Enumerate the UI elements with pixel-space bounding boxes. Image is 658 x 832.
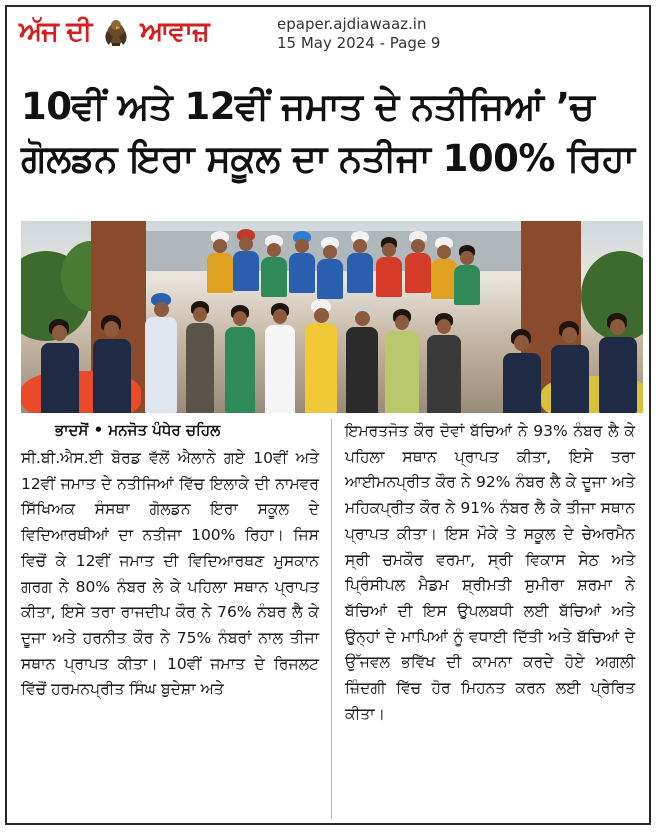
newspaper-logo bbox=[19, 15, 209, 48]
eagle-emblem-icon bbox=[103, 17, 129, 47]
byline: ਭਾਦਸੋਂ • ਮਨਜੋਤ ਪੰਧੇਰ ਚਹਿਲ bbox=[55, 421, 221, 439]
newspaper-clipping bbox=[5, 5, 651, 825]
edition-info bbox=[277, 15, 440, 53]
column-divider bbox=[331, 419, 332, 819]
article-column-right bbox=[345, 419, 635, 727]
article-body-left: ਸੀ.ਬੀ.ਐਸ.ਈ ਬੋਰਡ ਵੱਲੋਂ ਐਲਾਨੇ ਗਏ 10ਵੀਂ ਅਤੇ 12ਵੀਂ ਜਮਾਤ ਦੇ ਨਤੀਜਿਆਂ ਵਿੱਚ ਇਲਾਕੇ ਦੀ ਨਾਮਵਰ ਸਿੱਖਿਅਕ ਸੰਸਥਾ ਗੋਲਡਨ ਇਰਾ ਸਕੂਲ ਦੇ ਵਿਦਿਆਰਥੀਆਂ ਦਾ ਨਤੀਜਾ 100% ਰਿਹਾ। ਜਿਸ ਵਿਚੋਂ ਕੇ 12ਵੀਂ ਜਮਾਤ ਦੀ ਵਿਦਿਆਰਥਣ ਮੁਸਕਾਨ ਗਰਗ ਨੇ 80% ਨੰਬਰ ਲੇ ਕੇ ਪਹਿਲਾ ਸਥਾਨ ਪ੍ਰਾਪਤ ਕੀਤਾ, ਇਸੇ ਤਰਾ ਰਾਜਦੀਪ ਕੌਰ ਨੇ 76% ਨੰਬਰ ਲੈ ਕੇ ਦੂਜਾ ਅਤੇ ਹਰਨੀਤ ਕੌਰ ਨੇ 75% ਨੰਬਰਾਂ ਨਾਲ ਤੀਜਾ ਸਥਾਨ ਪ੍ਰਾਪਤ ਕੀਤਾ। 10ਵੀਂ ਜਮਾਤ ਦੇ ਰਿਜਲਟ ਵਿੱਚੋਂ ਹਰਮਨਪ੍ਰੀਤ ਸਿੰਘ ਬੁਦੇਸ਼ਾ ਅਤੇ bbox=[21, 449, 319, 699]
logo-text-left: ਅੱਜ ਦੀ bbox=[19, 15, 92, 47]
headline-line-1: 10ਵੀਂ ਅਤੇ 12ਵੀਂ ਜਮਾਤ ਦੇ ਨਤੀਜਿਆਂ ’ਚ bbox=[21, 85, 595, 128]
headline-line-2: ਗੋਲਡਨ ਇਰਾ ਸਕੂਲ ਦਾ ਨਤੀਜਾ 100% ਰਿਹਾ bbox=[21, 137, 635, 180]
epaper-url[interactable]: epaper.ajdiawaaz.in bbox=[277, 15, 427, 33]
group-photo bbox=[21, 221, 643, 413]
article-body-right: ਇਮਰਤਜੋਤ ਕੌਰ ਦੋਵਾਂ ਬੱਚਿਆਂ ਨੇ 93% ਨੰਬਰ ਲੈ ਕੇ ਪਹਿਲਾ ਸਥਾਨ ਪ੍ਰਾਪਤ ਕੀਤਾ, ਇਸੇ ਤਰਾ ਆਈਮਨਪ੍ਰੀਤ ਕੌਰ ਨੇ 92% ਨੰਬਰ ਲੈ ਕੇ ਦੂਜਾ ਅਤੇ ਮਹਿਕਪ੍ਰੀਤ ਕੌਰ ਨੇ 91% ਨੰਬਰ ਲੈ ਕੇ ਤੀਜਾ ਸਥਾਨ ਪ੍ਰਾਪਤ ਕੀਤਾ। ਇਸ ਮੌਕੇ ਤੇ ਸਕੂਲ ਦੇ ਚੇਅਰਮੈਨ ਸ੍ਰੀ ਚਮਕੌਰ ਵਰਮਾ, ਸ੍ਰੀ ਵਿਕਾਸ ਸੇਠ ਅਤੇ ਪ੍ਰਿੰਸੀਪਲ ਮੈਡਮ ਸ਼੍ਰੀਮਤੀ ਸੁਮੀਰਾ ਸ਼ਰਮਾ ਨੇ ਬੱਚਿਆਂ ਦੀ ਇਸ ਉਪਲਬਧੀ ਲਈ ਬੱਚਿਆਂ ਅਤੇ ਉਨ੍ਹਾਂ ਦੇ ਮਾਪਿਆਂ ਨੂੰ ਵਧਾਈ ਦਿੱਤੀ ਅਤੇ ਬੱਚਿਆਂ ਦੇ ਉੱਜਵਲ ਭਵਿੱਖ ਦੀ ਕਾਮਨਾ ਕਰਦੇ ਹੋਏ ਅਗਲੀ ਜ਼ਿੰਦਗੀ ਵਿੱਚ ਹੋਰ ਮਿਹਨਤ ਕਰਨ ਲਈ ਪ੍ਰੇਰਿਤ ਕੀਤਾ। bbox=[345, 422, 635, 723]
logo-text-right: ਆਵਾਜ਼ bbox=[140, 15, 209, 47]
headline bbox=[21, 81, 641, 185]
article-column-left bbox=[21, 446, 319, 703]
date-page: 15 May 2024 - Page 9 bbox=[277, 34, 441, 52]
masthead bbox=[15, 13, 645, 65]
